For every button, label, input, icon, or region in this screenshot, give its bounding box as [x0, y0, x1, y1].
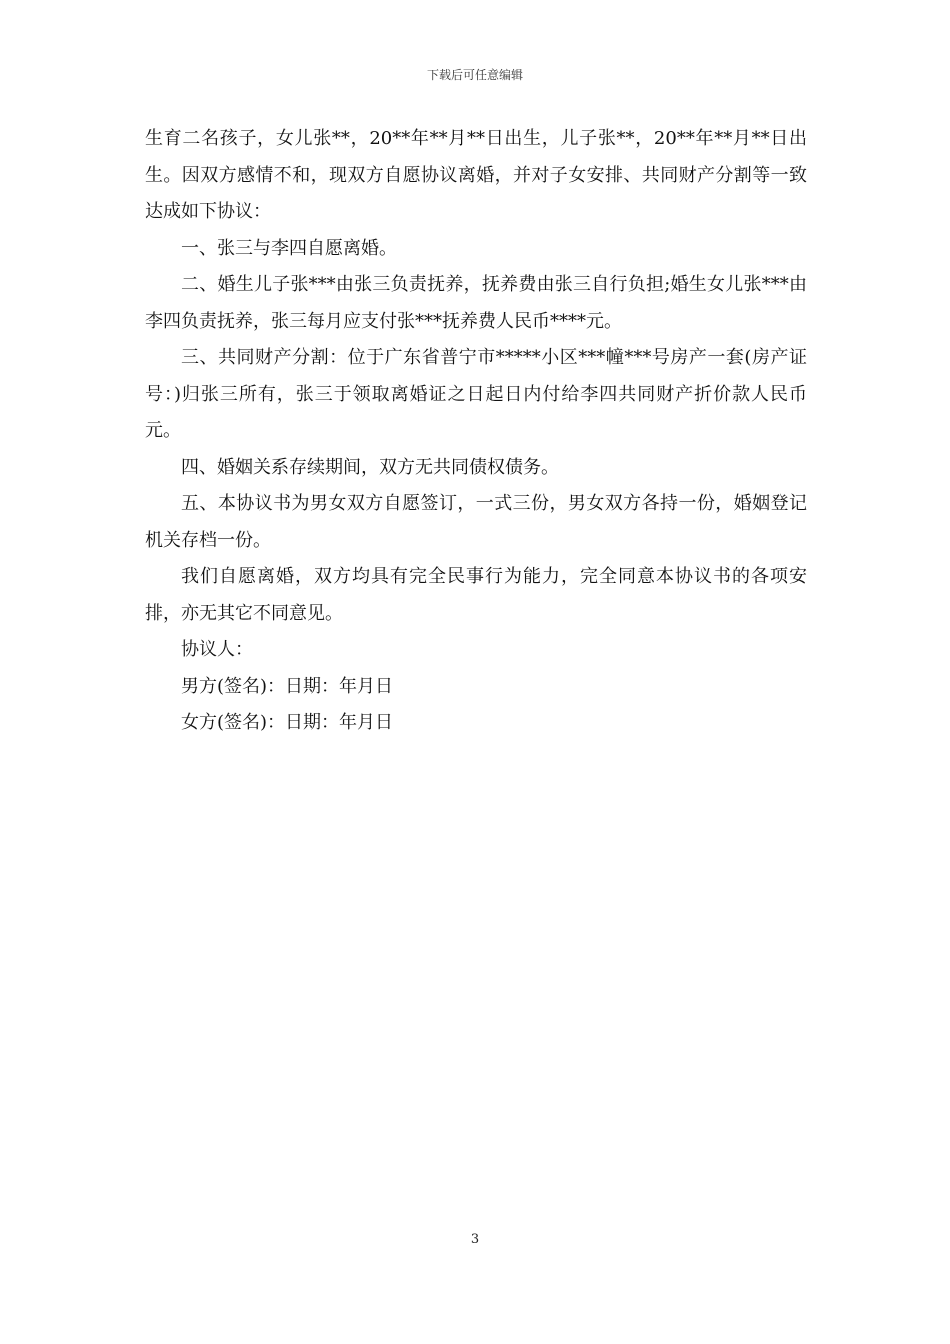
clause-2: 二、婚生儿子张***由张三负责抚养，抚养费由张三自行负担;婚生女儿张***由李四负责抚养，张三每月应支付张***抚养费人民币****元。	[145, 274, 807, 332]
clause-5: 五、本协议书为男女双方自愿签订，一式三份，男女双方各持一份，婚姻登记机关存档一份。	[145, 493, 807, 551]
declaration: 我们自愿离婚，双方均具有完全民事行为能力，完全同意本协议书的各项安排，亦无其它不同意见。	[145, 566, 807, 624]
male-signature-line: 男方(签名)：日期：年月日	[181, 675, 394, 697]
page-number: 3	[470, 1232, 480, 1247]
signatories-label: 协议人：	[181, 639, 253, 660]
clause-3: 三、共同财产分割：位于广东省普宁市*****小区***幢***号房产一套(房产证号：)归张三所有，张三于领取离婚证之日起日内付给李四共同财产折价款人民币元。	[145, 347, 807, 441]
clause-4: 四、婚姻关系存续期间，双方无共同债权债务。	[181, 456, 559, 478]
female-signature-line: 女方(签名)：日期：年月日	[181, 712, 394, 733]
paragraph-children-intro: 生育二名孩子，女儿张**，20**年**月**日出生，儿子张**，20**年**月**日出生。因双方感情不和，现双方自愿协议离婚，并对子女安排、共同财产分割等一致达成如下协议：	[145, 128, 807, 222]
document-body	[145, 121, 807, 742]
header-note: 下载后可任意编辑	[426, 68, 523, 82]
clause-1: 一、张三与李四自愿离婚。	[181, 237, 397, 259]
